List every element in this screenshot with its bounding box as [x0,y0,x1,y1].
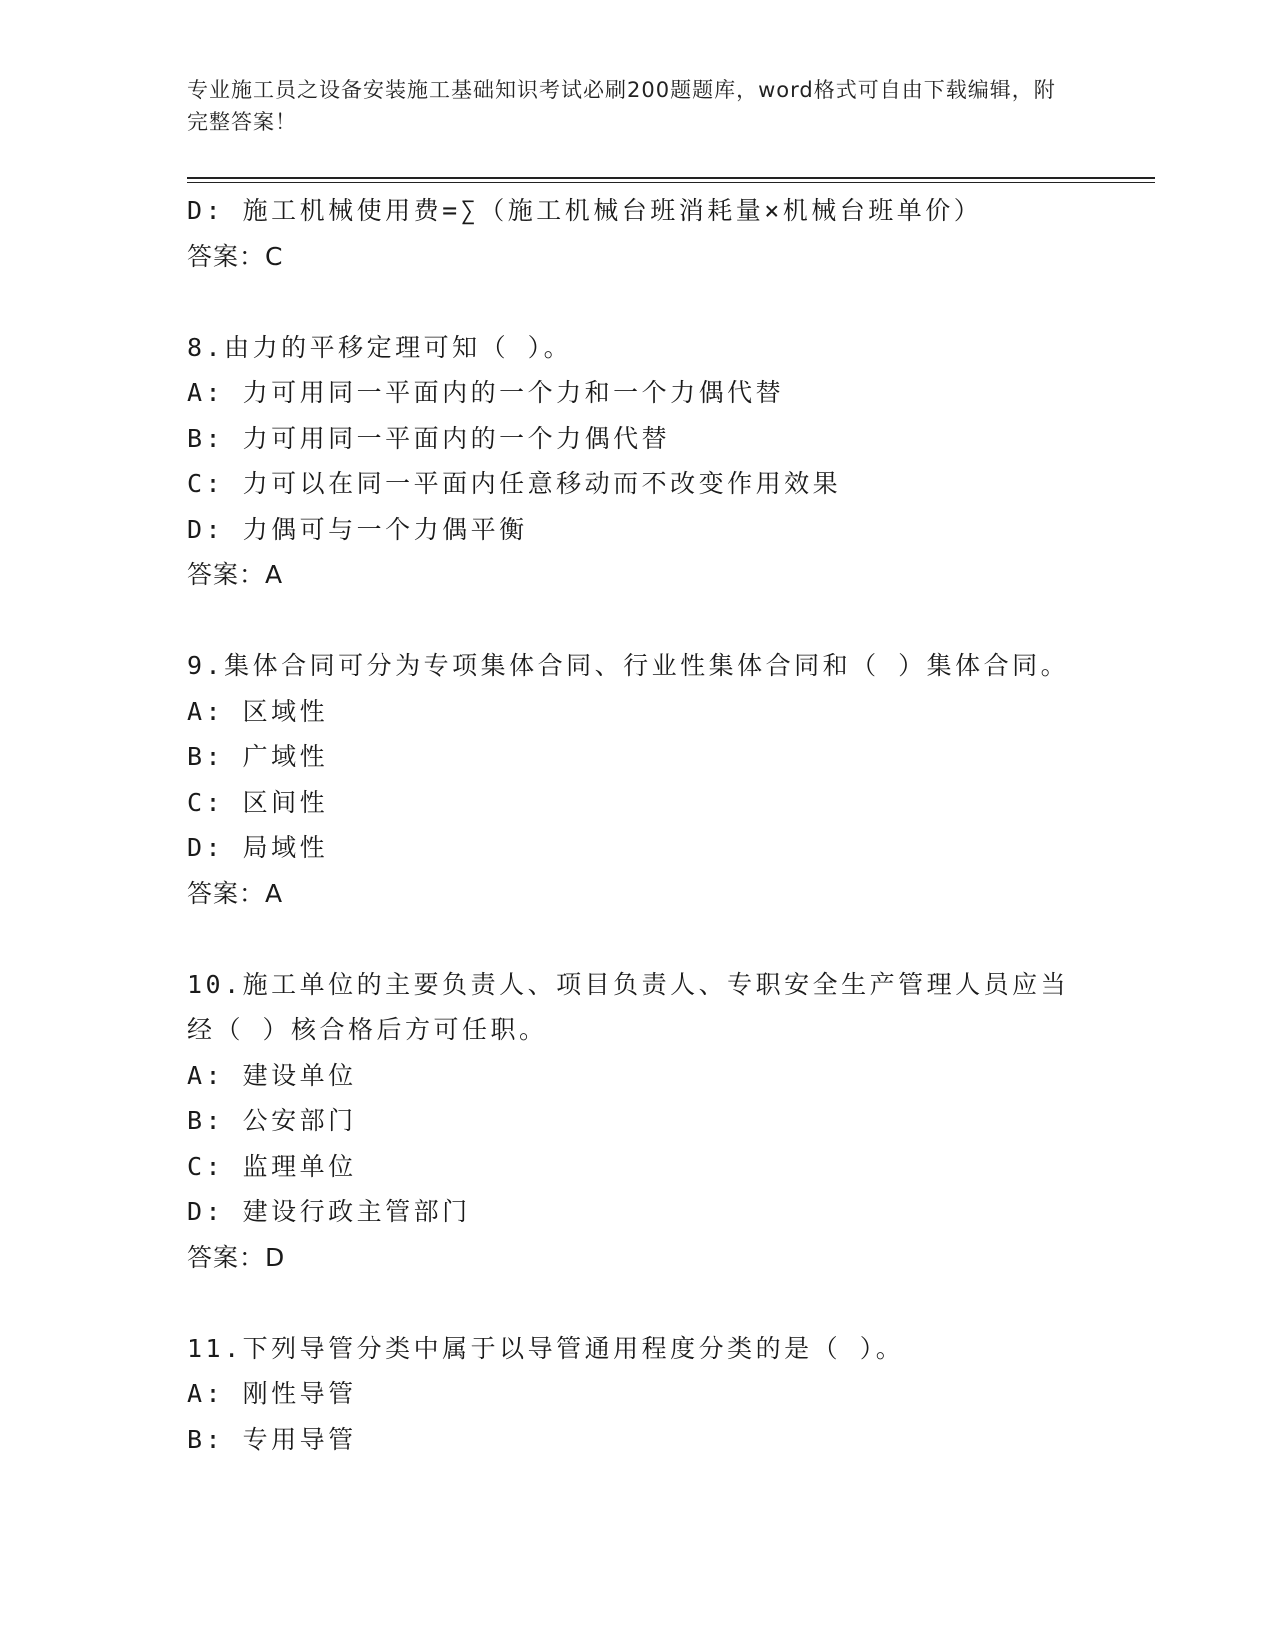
option-a: A: 刚性导管 [187,1379,357,1408]
question-stem: 10.施工单位的主要负责人、项目负责人、专职安全生产管理人员应当经（ ）核合格后方可任职。 [187,969,1070,1044]
answer-line: 答案：A [187,560,284,589]
question-stem: 11.下列导管分类中属于以导管通用程度分类的是（ ）。 [187,1333,905,1363]
option-c: C: 区间性 [187,787,329,817]
header-divider-thin [187,182,1155,183]
option-c: C: 监理单位 [187,1151,357,1181]
answer-line: 答案：C [187,241,284,271]
header-divider [187,177,1155,179]
option-a: A: 区域性 [187,696,329,726]
option-d: D: 局域性 [187,833,329,862]
answer-line: 答案：D [187,1242,286,1272]
option-a: A: 建设单位 [187,1060,357,1090]
answer-line: 答案：A [187,878,284,908]
document-header-title: 专业施工员之设备安装施工基础知识考试必刷200题题库，word格式可自由下载编辑，附完整答案！ [187,78,1056,134]
option-d: D: 施工机械使用费=∑（施工机械台班消耗量×机械台班单价） [187,196,983,225]
option-d: D: 力偶可与一个力偶平衡 [187,514,528,544]
question-list [187,188,1087,1462]
option-a: A: 力可用同一平面内的一个力和一个力偶代替 [187,378,785,407]
option-b: B: 公安部门 [187,1106,357,1135]
option-d: D: 建设行政主管部门 [187,1197,471,1226]
question-stem: 8.由力的平移定理可知（ ）。 [187,332,573,362]
option-c: C: 力可以在同一平面内任意移动而不改变作用效果 [187,469,842,498]
option-b: B: 专用导管 [187,1424,357,1454]
option-b: B: 广域性 [187,742,329,771]
option-b: B: 力可用同一平面内的一个力偶代替 [187,423,671,453]
question-stem: 9.集体合同可分为专项集体合同、行业性集体合同和（ ）集体合同。 [187,651,1070,680]
